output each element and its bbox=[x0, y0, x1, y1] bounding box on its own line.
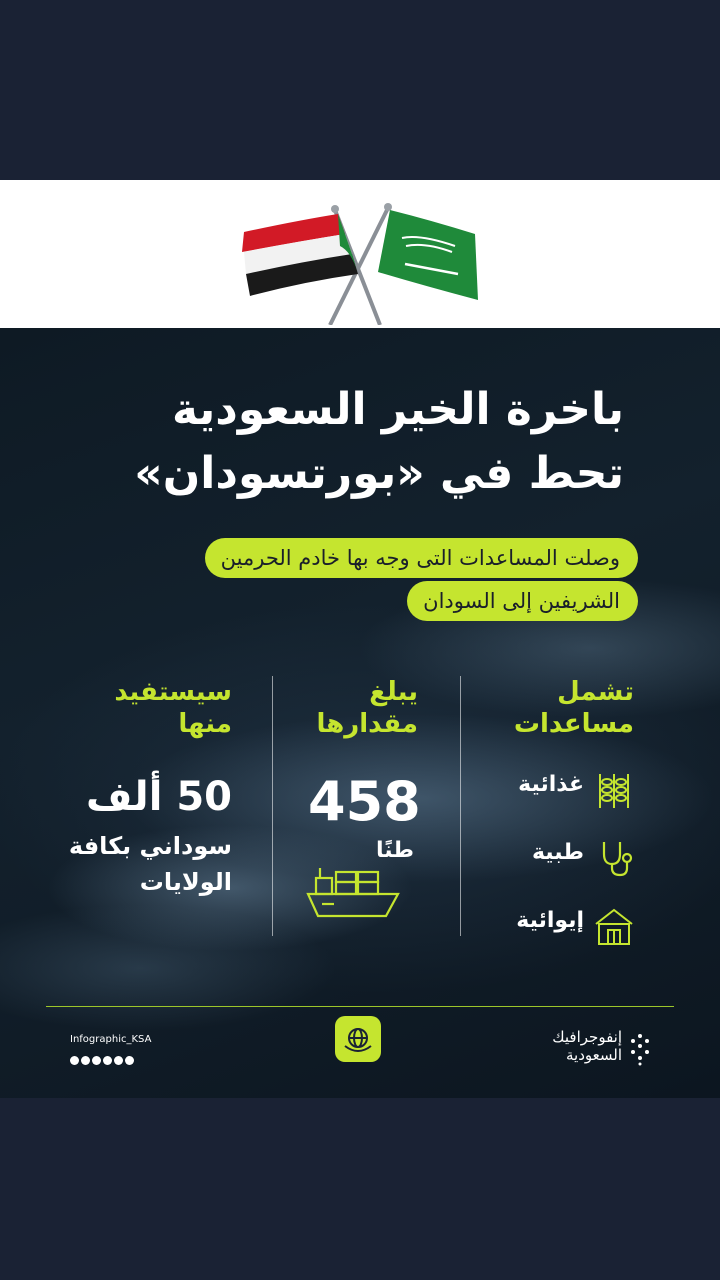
wheat-icon bbox=[594, 770, 634, 810]
brand-name bbox=[552, 1028, 622, 1064]
aid-item-medical bbox=[474, 836, 634, 880]
cargo-ship-icon bbox=[304, 858, 402, 922]
aid-types-heading bbox=[514, 676, 634, 740]
amount-heading-line-1: يبلغ bbox=[369, 677, 418, 707]
beneficiaries-heading bbox=[114, 676, 232, 740]
crossed-flags-icon bbox=[220, 190, 500, 325]
footer-divider bbox=[46, 1006, 674, 1007]
subtitle-line-2: الشريفين إلى السودان bbox=[407, 581, 638, 621]
headline-line-1: باخرة الخير السعودية bbox=[172, 384, 624, 435]
amount-unit: طنًا bbox=[376, 838, 414, 863]
aid-heading-line-2: مساعدات bbox=[513, 709, 634, 739]
aid-label-medical: طبية bbox=[531, 840, 584, 865]
saudi-flag bbox=[378, 210, 478, 300]
subtitle-line-1: وصلت المساعدات التى وجه بها خادم الحرمين bbox=[205, 538, 638, 578]
sudan-flag bbox=[242, 214, 358, 296]
headline bbox=[64, 378, 624, 506]
shelter-tent-icon bbox=[594, 906, 634, 946]
beneficiaries-desc-line-1: سوداني بكافة bbox=[68, 832, 232, 860]
instagram-icon bbox=[81, 1056, 90, 1065]
aid-item-shelter bbox=[474, 904, 634, 948]
facebook-icon bbox=[114, 1056, 123, 1065]
bottom-background-band bbox=[0, 1098, 720, 1280]
beneficiaries-description bbox=[69, 828, 232, 900]
twitter-icon bbox=[70, 1056, 79, 1065]
beneficiaries-heading-line-1: سيستفيد bbox=[114, 677, 232, 707]
amount-heading-line-2: مقدارها bbox=[316, 709, 418, 739]
column-divider-1 bbox=[460, 676, 461, 936]
infographic-poster bbox=[0, 328, 720, 1098]
aid-item-food bbox=[474, 768, 634, 812]
youtube-icon bbox=[92, 1056, 101, 1065]
snapchat-icon bbox=[103, 1056, 112, 1065]
brand-line-2: السعودية bbox=[565, 1046, 622, 1064]
brand-dots-icon bbox=[628, 1032, 652, 1066]
beneficiaries-heading-line-2: منها bbox=[178, 709, 232, 739]
top-background-band bbox=[0, 0, 720, 180]
telegram-icon bbox=[125, 1056, 134, 1065]
amount-value: 458 bbox=[308, 770, 421, 833]
column-divider-2 bbox=[272, 676, 273, 936]
social-handle: Infographic_KSA bbox=[70, 1034, 152, 1045]
amount-heading bbox=[317, 676, 419, 740]
aid-heading-line-1: تشمل bbox=[557, 677, 634, 707]
beneficiaries-desc-line-2: الولايات bbox=[139, 868, 232, 896]
flags-banner bbox=[0, 180, 720, 328]
social-icons bbox=[70, 1050, 136, 1069]
globe-hands-logo-icon bbox=[335, 1016, 381, 1062]
aid-label-food: غذائية bbox=[518, 772, 584, 797]
aid-label-shelter: إيوائية bbox=[516, 908, 584, 933]
beneficiaries-value: 50 ألف bbox=[86, 774, 232, 820]
brand-line-1: إنفوجرافيك bbox=[552, 1028, 622, 1046]
stethoscope-icon bbox=[594, 838, 634, 878]
headline-line-2: تحط في «بورتسودان» bbox=[134, 448, 624, 499]
